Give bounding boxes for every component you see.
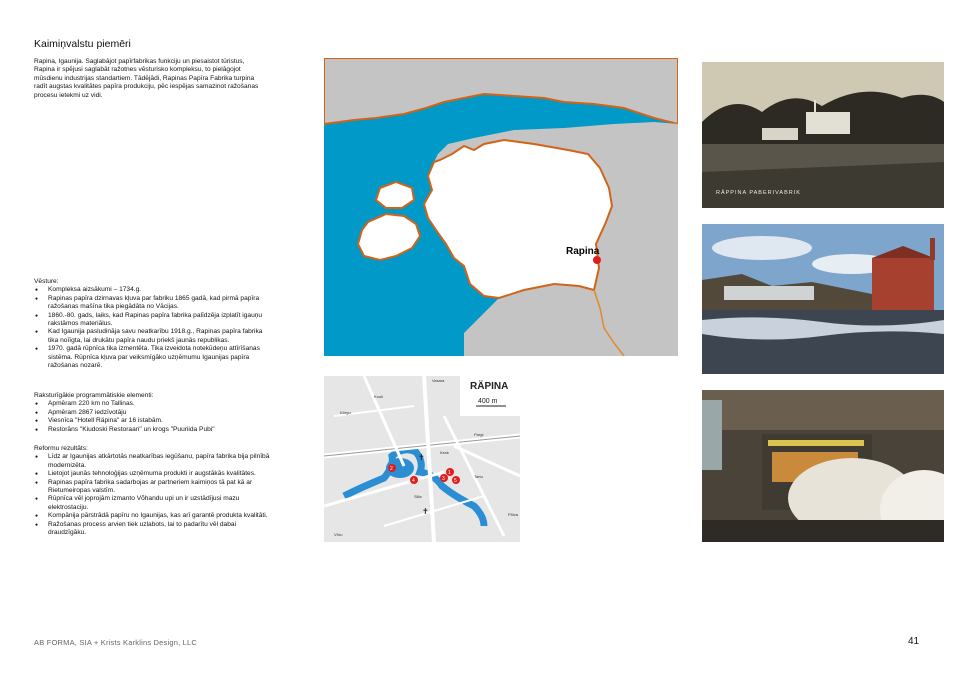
marker-label: 4 bbox=[412, 478, 415, 484]
paper-machine-photo bbox=[702, 390, 944, 542]
mill-building bbox=[806, 112, 850, 134]
street-label: Vasara bbox=[432, 378, 445, 383]
street-label: Pargi bbox=[474, 432, 484, 437]
list-item: ● Līdz ar Igaunijas atkārtotās neatkarības iegūšanu, papīra fabrika bija pilnībā modernizēta. bbox=[34, 453, 274, 470]
historic-photo-svg bbox=[702, 62, 944, 208]
marker-label: 2 bbox=[390, 466, 393, 472]
window bbox=[702, 400, 722, 470]
page-title: Kaimiņvalstu piemēri bbox=[34, 38, 131, 50]
history-heading: Vēsture: bbox=[34, 278, 59, 285]
town-map-title: RÄPINA bbox=[470, 381, 509, 392]
reforms-list bbox=[34, 453, 274, 537]
history-list bbox=[34, 286, 274, 370]
modern-mill-photo bbox=[702, 224, 944, 374]
town-map-svg bbox=[324, 376, 520, 542]
estonia-map-svg bbox=[324, 58, 678, 356]
list-item: ● Apmēram 220 km no Tallinas. bbox=[34, 400, 274, 408]
street-label: Võru bbox=[334, 532, 343, 537]
street-label: Kooli bbox=[374, 394, 383, 399]
side-building bbox=[762, 128, 798, 140]
scale-label: 400 m bbox=[478, 398, 498, 405]
list-item: ● Ražošanas process arvien tiek uzlabots, lai to padarītu vēl dabai draudzīgāku. bbox=[34, 521, 274, 538]
list-item: ● 1860.-80. gads, laiks, kad Rapinas papīra fabrika palīdzēja izplatīt igauņu rakstāmos materiālus. bbox=[34, 312, 274, 329]
list-item: ● Rapinas papīra dzirnavas kļuva par fabriku 1865 gadā, kad pirmā papīra ražošanas mašīna tika piegādāta no Vācijas. bbox=[34, 295, 274, 312]
floor bbox=[702, 520, 944, 542]
list-item: ● Lietojot jaunās tehnoloģijas uzņēmuma produkti ir augstākās kvalitātes. bbox=[34, 470, 274, 478]
estonia-overview-map bbox=[324, 58, 678, 356]
rapina-label: Rapina bbox=[566, 246, 600, 257]
marker-label: 1 bbox=[448, 470, 451, 476]
historic-photo bbox=[702, 62, 944, 208]
modern-mill-photo-svg bbox=[702, 224, 944, 374]
marker-label: 3 bbox=[442, 476, 445, 482]
list-item: ● Kompānija pārstrādā papīru no Igaunijas, kas arī garantē produkta kvalitāti. bbox=[34, 512, 274, 520]
reforms-section bbox=[34, 445, 274, 537]
program-list bbox=[34, 400, 274, 434]
chimney bbox=[814, 100, 816, 112]
brick-mill bbox=[872, 258, 934, 318]
program-section bbox=[34, 392, 274, 434]
intro-paragraph: Rapina, Igaunija. Saglabājot papīrfabrikas funkciju un piesaistot tūristus, Rapina ir spējusi saglabāt ražotnes vēsturisko kompleksu, to pielāgojot mūsdienu industrijas standartiem. Tādējādi, Rapinas Papīra Fabrika turpina radīt augstas kvalitātes papīra produkciju, pēc iespējas samazinot ražošanas procesu ietekmi uz vidi. bbox=[34, 58, 259, 99]
marker-label: 5 bbox=[454, 478, 457, 484]
church-icon: ✝ bbox=[422, 507, 429, 516]
list-item: ● Kompleksa aizsākumi – 1734.g. bbox=[34, 286, 274, 294]
ceiling bbox=[702, 390, 944, 430]
list-item: ● Viesnīca "Hotell Räpina" ar 16 istabām. bbox=[34, 417, 274, 425]
cloud bbox=[712, 236, 812, 260]
street-label: Silla bbox=[414, 494, 422, 499]
paper-machine-photo-svg bbox=[702, 390, 944, 542]
street-label: Põlva bbox=[508, 512, 519, 517]
footer-credits: AB FORMA, SIA + Krists Karklins Design, LLC bbox=[34, 638, 198, 647]
list-item: ● Rūpnīca vēl joprojām izmanto Võhandu upi un ir uzstādījusi mazu elektrostaciju. bbox=[34, 495, 274, 512]
reforms-heading: Reformu rezultāts: bbox=[34, 445, 88, 452]
street-label: Kesk bbox=[440, 450, 449, 455]
photo-caption: RÄPPINA PABERIVABRIK bbox=[716, 190, 801, 196]
list-item: ● Apmēram 2867 iedzīvotāju bbox=[34, 409, 274, 417]
program-heading: Raksturīgākie programmātiskie elementi: bbox=[34, 392, 154, 399]
list-item: ● Rapinas papīra fabrika sadarbojas ar partneriem kaimiņos tā pat kā ar Rietumeiropas valstīm. bbox=[34, 479, 274, 496]
list-item: ● Restorāns "Kiudoski Restoraan" un krogs "Puuriida Pubi" bbox=[34, 426, 274, 434]
list-item: ● 1970. gadā rūpnīca tika izmentēta. Tika izveidota notekūdeņu attīrīšanas sistēma. Rūpnīca kļuva par veiksmīgāko uzņēmumu Igaunijas papīra ražošanas nozarē. bbox=[34, 345, 274, 370]
church-icon: ✝ bbox=[418, 453, 425, 462]
rapina-marker bbox=[593, 256, 601, 264]
rapina-town-map bbox=[324, 376, 520, 542]
list-item: ● Kad Igaunija pasludināja savu neatkarību 1918.g., Rapinas papīra fabrika tika noīīgta, lai drukātu papīra naudu priekš jaunās republikas. bbox=[34, 328, 274, 345]
history-section bbox=[34, 278, 274, 370]
street-label: Tartu bbox=[474, 474, 483, 479]
street-label: Kõrgu bbox=[340, 410, 351, 415]
machine-beam bbox=[768, 440, 864, 446]
mill-chimney bbox=[930, 238, 935, 260]
page-number: 41 bbox=[908, 636, 920, 647]
dam bbox=[724, 286, 814, 300]
